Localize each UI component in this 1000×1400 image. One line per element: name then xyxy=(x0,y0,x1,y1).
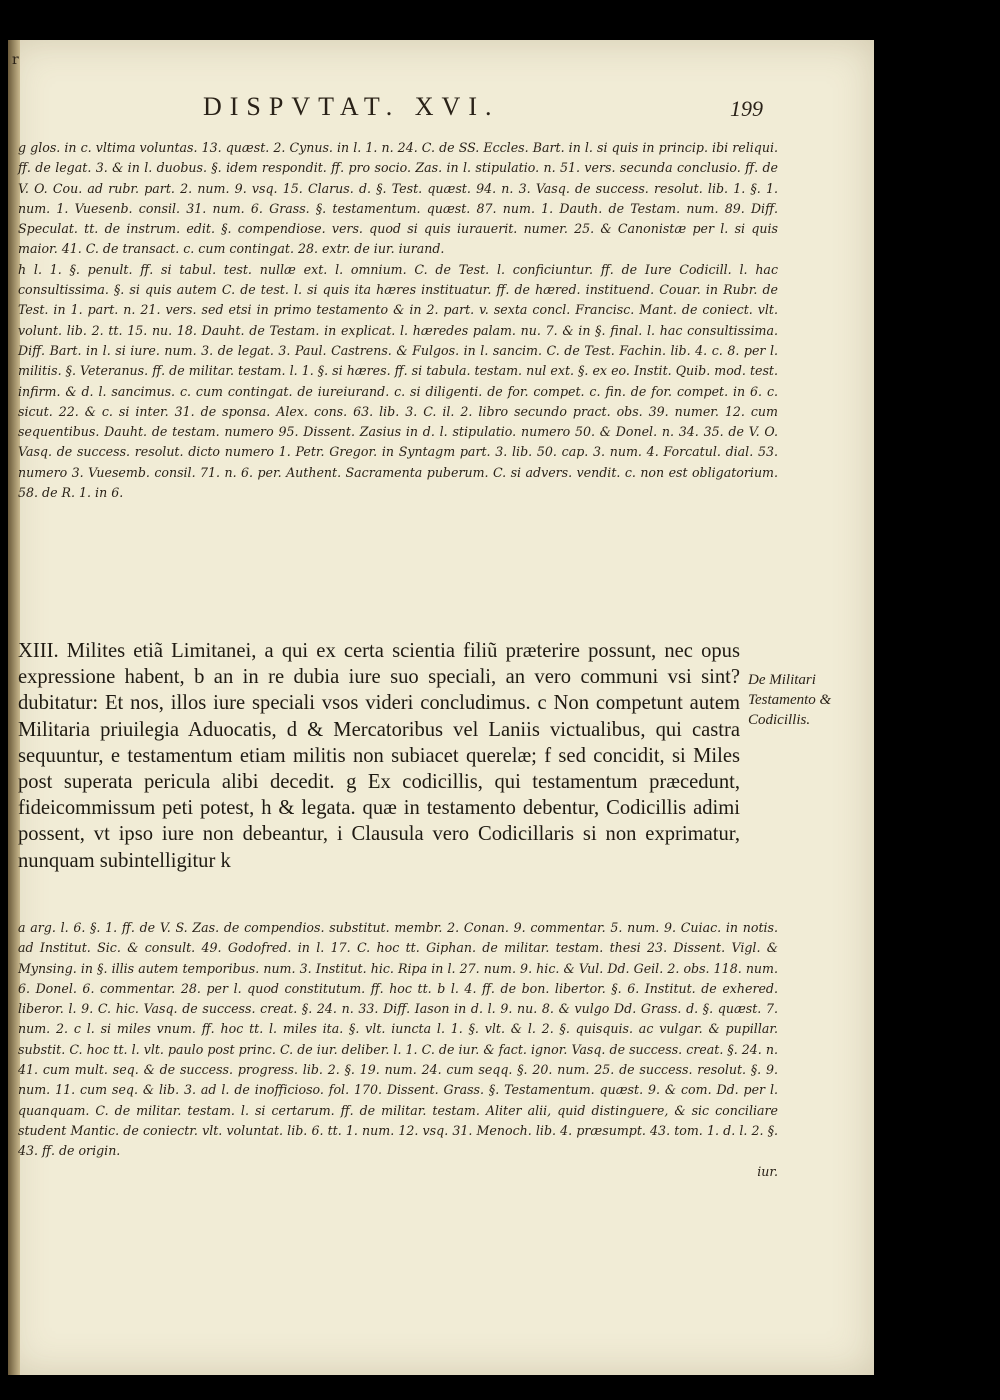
footnotes-bottom xyxy=(18,918,778,1182)
catchword: iur. xyxy=(757,1163,778,1179)
page-number: 199 xyxy=(730,96,763,121)
paragraph-xiii: XIII. Milites etiã Limitanei, a qui ex certa scientia filiũ præterire possunt, nec opus expressione habent, b an in re dubia iure suo speciali, an vero communi vsi sint? dubitatur: Et nos, illos iure speciali vsos videri concludimus. c Non competunt autem Militaria priuilegia Aduocatis, d & Mercatoribus vel Laniis victualibus, qui castra sequuntur, e testamentum etiam militis non subiacet querelæ; f sed concidit, si Miles post superata pericula alibi decedit. g Ex codicillis, qui testamentum præcedunt, fideicommissum peti potest, h & legata. quæ in testamento debentur, Codicillis adimi possent, vt ipso iure non debeantur, i Clausula vero Codicillaris si non exprimatur, nunquam subintelligitur k xyxy=(18,640,740,872)
footnote-h: h l. 1. §. penult. ff. si tabul. test. nullæ ext. l. omnium. C. de Test. l. conficiuntur. ff. de Iure Codicill. l. hac consultissima. §. si quis autem C. de test. l. si quis ita hæres instituatur. ff. de hæred. instituend. Couar. in Rubr. de Test. in 1. part. n. 21. vers. sed etsi in primo testamento & in 2. part. v. sexta concl. Francisc. Mant. de coniect. vlt. volunt. lib. 2. tt. 15. nu. 18. Dauht. de Testam. in explicat. l. hæredes palam. nu. 7. & in §. final. l. hac consultissima. Diff. Bart. in l. si iure. num. 3. de legat. 3. Paul. Castrens. & Fulgos. in l. sancim. C. de Test. Fachin. lib. 4. c. 8. per l. militis. §. Veteranus. ff. de militar. testam. l. 1. §. si hæres. ff. si tabula. testam. nul ext. §. ex eo. Instit. Quib. mod. test. infirm. & d. l. sancimus. c. cum contingat. de iureiurand. c. si diligenti. de for. compet. c. fin. de for. compet. in 6. c. sicut. 22. & c. si inter. 31. de sponsa. Alex. cons. 63. lib. 3. C. il. 2. libro secundo pract. obs. 39. numer. 12. cum sequentibus. Dauht. de testam. numero 95. Dissent. Zasius in d. l. stipulatio. numero 50. & Donel. n. 34. 35. de V. O. Vasq. de success. resolut. dicto numero 1. Petr. Gregor. in Syntagm part. 3. lib. 50. cap. 3. num. 4. Forcatul. dial. 53. numero 3. Vuesemb. consil. 71. n. 6. per. Authent. Sacramenta puberum. C. si advers. vendit. c. non est obligatorium. 58. de R. 1. in 6. xyxy=(18,261,778,501)
running-title: DISPVTAT. XVI. xyxy=(203,92,500,121)
main-paragraph xyxy=(18,638,740,874)
footnote-g: g glos. in c. vltima voluntas. 13. quæst. 2. Cynus. in l. 1. n. 24. C. de SS. Eccles. Bart. in l. si quis in princip. ibi reliqui. ff. de legat. 3. & in l. duobus. §. idem respondit. ff. pro socio. Zas. in l. stipulatio. n. 51. vers. secunda conclusio. ff. de V. O. Cou. ad rubr. part. 2. num. 9. vsq. 15. Clarus. d. §. Test. quæst. 94. n. 3. Vasq. de success. resolut. lib. 1. §. 1. num. 1. Vuesenb. consil. 31. num. 6. Grass. §. testamentum. quæst. 87. num. 1. Dauth. de Testam. num. 89. Diff. Speculat. tt. de instrum. edit. §. compendiose. vers. quod si quis iurauerit. numer. 25. & Canonistæ per l. si quis maior. 41. C. de transact. c. cum contingat. 28. extr. de iur. iurand. xyxy=(18,140,778,257)
marginal-note: De Militari Testamento & Codicillis. xyxy=(748,672,832,728)
footnotes-top xyxy=(18,138,778,503)
corner-mark: r xyxy=(12,52,19,68)
page-header xyxy=(203,92,763,128)
footnote-a-k: a arg. l. 6. §. 1. ff. de V. S. Zas. de compendios. substitut. membr. 2. Conan. 9. commentar. 5. num. 9. Cuiac. in notis. ad Institut. Sic. & consult. 49. Godofred. in l. 17. C. hoc tt. Giphan. de militar. testam. thesi 23. Dissent. Vigl. & Mynsing. in §. illis autem temporibus. num. 3. Institut. hic. Ripa in l. 27. num. 9. hic. & Vul. Dd. Geil. 2. obs. 118. num. 6. Donel. 6. commentar. 28. per l. quod constitutum. ff. hoc tt. b l. 4. ff. de bon. libertor. §. 6. Institut. de exhered. liberor. l. 9. C. hic. Vasq. de success. creat. §. 24. n. 33. Diff. Iason in d. l. 9. nu. 8. & vulgo Dd. Grass. d. §. quæst. 7. num. 2. c l. si miles vnum. ff. hoc tt. l. miles ita. §. vlt. iuncta l. 1. §. vlt. & l. 2. §. quisquis. ac vulgar. & pupillar. substit. C. hoc tt. l. vlt. paulo post princ. C. de iur. deliber. l. 1. C. de iur. & fact. ignor. Vasq. de success. creat. §. 24. n. 41. cum mult. seq. & de success. progress. lib. 2. §. 19. num. 24. cum seqq. §. 20. num. 25. de success. resolut. §. 9. num. 11. cum seq. & lib. 3. ad l. de inofficioso. fol. 170. Dissent. Grass. §. Testamentum. quæst. 9. & com. Dd. per l. quanquam. C. de militar. testam. l. si certarum. ff. de militar. testam. Aliter alii, quid distinguere, & sic conciliare student Mantic. de coniectr. vlt. voluntat. lib. 6. tt. 1. num. 12. vsq. 31. Menoch. lib. 4. præsumpt. 43. tom. 1. d. l. 2. §. 43. ff. de origin. xyxy=(18,920,778,1159)
book-page xyxy=(8,40,874,1375)
